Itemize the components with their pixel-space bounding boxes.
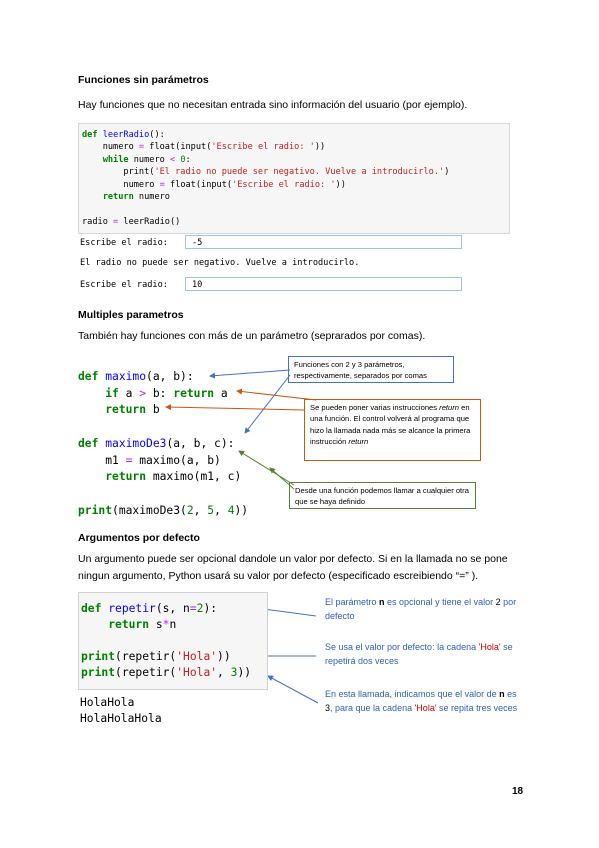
note-parametro-n: El parámetro n es opcional y tiene el valor 2 por defecto — [325, 597, 517, 621]
arrow-to-maximo — [210, 370, 290, 376]
arrow-to-maximo-call-2 — [270, 468, 294, 489]
callout-parametros: Funciones con 2 y 3 parámetros, respectivamente, separados por comas — [288, 356, 454, 383]
page-number: 18 — [512, 786, 524, 797]
callout-return: Se pueden poner varias instrucciones return en una función. El control volverá al programa que hizo la llamada nada más se alcance la primera instrucción return — [304, 399, 481, 461]
section-heading-multiples-parametros: Multiples parametros — [78, 309, 184, 321]
note-valor-defecto: Se usa el valor por defecto: la cadena 'Hola' se repetirá dos veces — [325, 642, 513, 666]
code-maximo: def maximo(a, b): if a > b: return a return b def maximoDe3(a, b, c): m1 = maximo(a, b) return maximo(m1, c) print(maximoDe3(2, 5, 4)) — [78, 370, 249, 517]
arrow-to-maximo-call-1 — [239, 451, 294, 485]
code-block-repetir — [78, 592, 268, 690]
section-heading-argumentos-defecto: Argumentos por defecto — [78, 532, 200, 544]
paragraph-argumentos-defecto: Un argumento puede ser opcional dandole un valor por defecto. Si en la llamada no se pone ningun argumento, Python usará su valor por defecto (especificado escreibiendo “=” ). — [78, 553, 508, 582]
arrow-to-return-b — [166, 407, 304, 410]
radius-input-1-value: -5 — [192, 238, 203, 248]
error-message: El radio no puede ser negativo. Vuelve a introducirlo. — [80, 258, 360, 268]
callout-llamar-funcion: Desde una función podemos llamar a cualquier otra que se haya definido — [289, 482, 476, 509]
section-heading-sin-parametros: Funciones sin parámetros — [78, 74, 209, 86]
note-valor-3: En esta llamada, indicamos que el valor de n es 3, para que la cadena 'Hola' se repita tres veces — [325, 689, 518, 713]
output-line-2: HolaHolaHola — [80, 712, 162, 725]
arrow-to-maximoDe3 — [245, 375, 290, 433]
prompt-label-1: Escribe el radio: — [80, 238, 168, 248]
prompt-label-2: Escribe el radio: — [80, 280, 168, 290]
paragraph-sin-parametros: Hay funciones que no necesitan entrada sino información del usuario (por ejemplo). — [78, 99, 468, 111]
code-repetir: def repetir(s, n=2): return s*n print(repetir('Hola')) print(repetir('Hola', 3)) — [81, 602, 252, 679]
code-leerradio: def leerRadio(): numero = float(input('Escribe el radio: ')) while numero < 0: print('El radio no puede ser negativo. Vuelve a introducirlo.') numero = float(input('Escribe el radio: ')) return numero radio = leerRadio() — [82, 130, 450, 227]
paragraph-multiples-parametros: También hay funciones con más de un parámetro (seprarados por comas). — [78, 330, 426, 342]
radius-input-2-value: 10 — [192, 280, 203, 290]
output-line-1: HolaHola — [80, 696, 135, 709]
arrow-to-print-hola-3 — [268, 676, 318, 703]
